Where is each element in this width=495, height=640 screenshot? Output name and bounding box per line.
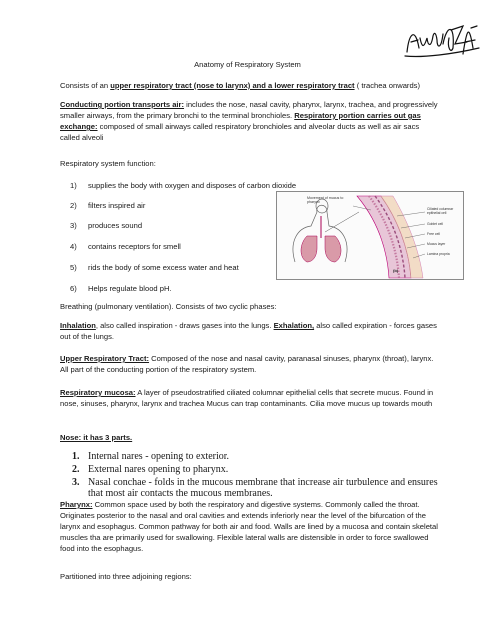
intro-paragraph (60, 80, 440, 91)
respiratory-portion-label: Respiratory portion carries out gas exchange: (60, 111, 421, 131)
list-item: 2. External nares opening to pharynx. (72, 464, 229, 475)
upper-tract-text: Composed of the nose and nasal cavity, paranasal sinuses, pharynx (throat), larynx. All part of the conducting portion of the respiratory system. (60, 354, 434, 374)
figure-caption: (b) (393, 268, 399, 273)
list-item: 1. Internal nares - opening to exterior. (72, 451, 230, 462)
list-item: 2) filters inspired air (70, 201, 146, 210)
list-item: 3. Nasal conchae - folds in the mucous membrane that increase air turbulence and ensures that most air contacts the mucous membranes. (72, 477, 438, 499)
list-item: 3) produces sound (70, 221, 143, 230)
figure-label-goblet: Goblet cell (427, 222, 444, 226)
mucosa-label: Respiratory mucosa: (60, 388, 136, 397)
inhalation-text: , also called inspiration - draws gases into the lungs. (95, 321, 274, 330)
figure-label-free-cell: Free cell (427, 232, 441, 236)
figure-label-mucus: Movement of mucus to pharynx (307, 196, 344, 205)
list-item: 6) Helps regulate blood pH. (70, 284, 172, 293)
figure-label-cell: Ciliated columnar epithelial cell (427, 207, 454, 215)
page-title: Anatomy of Respiratory System (194, 60, 301, 69)
mucosa-paragraph (60, 387, 440, 409)
upper-tract-paragraph (60, 353, 440, 375)
function-heading: Respiratory system function: (60, 159, 156, 168)
mucosa-text: A layer of pseudostratified ciliated columnar epithelial cells that secrete mucus. Found in nose, sinuses, pharynx, larynx and trachea Mucus can trap contaminants. Cilia move mucus up towards mouth (60, 388, 434, 408)
intro-suffix: ( trachea onwards) (354, 81, 420, 90)
respiratory-portion-text: composed of small airways called respiratory bronchioles and alveolar ducts as well as air sacs called alveoli (60, 122, 420, 142)
nose-heading: Nose: it has 3 parts. (60, 433, 133, 442)
list-item: 5) rids the body of some excess water and heat (70, 263, 239, 272)
figure-label-mucus-layer: Mucus layer (427, 242, 446, 246)
exhalation-label: Exhalation, (273, 321, 315, 330)
partitioned-paragraph: Partitioned into three adjoining regions: (60, 572, 192, 581)
respiratory-mucosa-figure (276, 191, 464, 280)
exhalation-text: also called expiration - forces gases out of the lungs. (60, 321, 437, 341)
breathing-paragraph: Breathing (pulmonary ventilation). Consists of two cyclic phases: (60, 302, 277, 311)
pharynx-paragraph (60, 499, 440, 554)
intro-emphasis: upper respiratory tract (nose to larynx) and a lower respiratory tract (110, 81, 355, 90)
intro-prefix: Consists of an (60, 81, 111, 90)
list-item: 1) supplies the body with oxygen and disposes of carbon dioxide (70, 181, 297, 190)
pharynx-label: Pharynx: (60, 500, 93, 509)
pharynx-text: Common space used by both the respiratory and digestive systems. Commonly called the throat. Originates posterior to the nasal and oral cavities and extends inferiorly near the level of the bifurcation of the larynx and esophagus. Common pathway for both air and food. Walls are lined by a mucosa and contain skeletal muscles tha are primarily used for swallowing. Flexible lateral walls are distensible in order to force swallowed food into the esophagus. (60, 500, 438, 553)
upper-tract-label: Upper Respiratory Tract: (60, 354, 150, 363)
phases-paragraph (60, 320, 440, 342)
conducting-label: Conducting portion transports air: (60, 100, 185, 109)
conducting-text: includes the nose, nasal cavity, pharynx, larynx, trachea, and progressively smaller airways, from the primary bronchi to the terminal bronchioles. (60, 100, 438, 120)
nose-parts-list (72, 451, 452, 501)
inhalation-label: Inhalation (60, 321, 96, 330)
conducting-paragraph (60, 99, 440, 143)
list-item: 4) contains receptors for smell (70, 242, 181, 251)
handwritten-signature (403, 18, 481, 62)
figure-label-lamina: Lamina propria (427, 252, 450, 256)
